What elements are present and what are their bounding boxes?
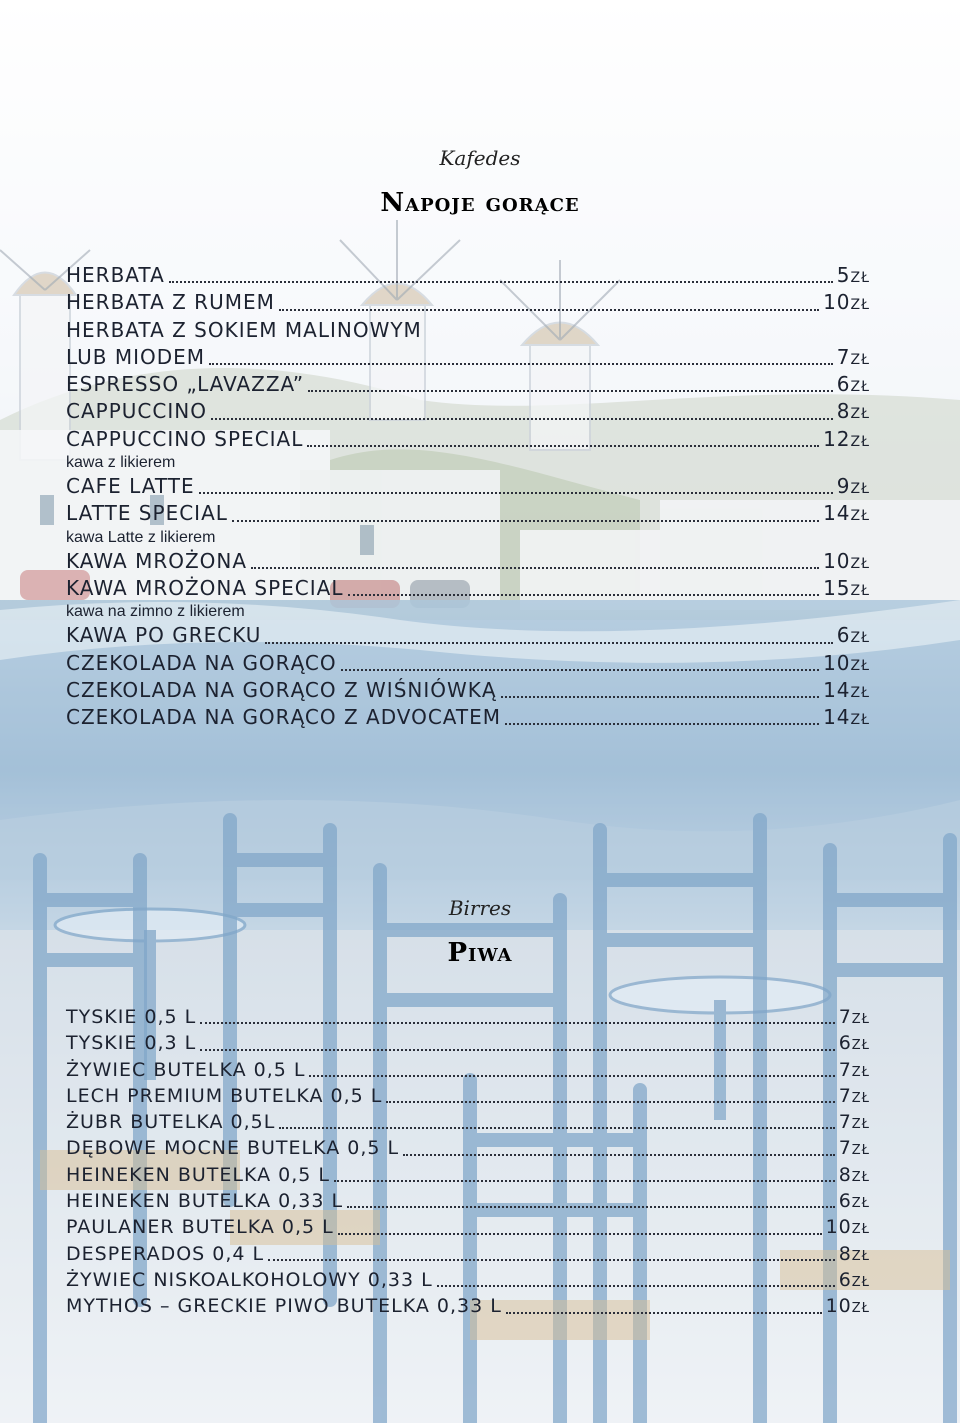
menu-item-price: 8 [838, 1163, 852, 1186]
menu-item-price: 8 [838, 1242, 852, 1265]
hot-drinks-subtitle: Kafedes [439, 146, 521, 170]
currency-unit: zł [850, 399, 870, 424]
currency-unit: zł [851, 1058, 870, 1081]
menu-item-price: 5 [836, 263, 851, 287]
menu-item-name: TYSKIE 0,5 L [66, 1006, 197, 1028]
hot-drinks-title: Napoje gorące [380, 188, 580, 218]
menu-item-name: HERBATA Z RUMEM [66, 290, 275, 315]
currency-unit: zł [850, 344, 870, 369]
currency-unit: zł [851, 1111, 870, 1134]
currency-unit: zł [851, 1163, 870, 1186]
currency-unit: zł [850, 623, 870, 648]
dot-leader [199, 492, 833, 494]
menu-item [66, 650, 870, 677]
beer-subtitle: Birres [448, 896, 512, 920]
menu-item-price: 7 [838, 1006, 852, 1028]
dot-leader [347, 1206, 835, 1208]
currency-unit: zł [850, 426, 870, 451]
menu-item [66, 1083, 870, 1109]
currency-unit: zł [851, 1216, 870, 1239]
currency-unit: zł [851, 1006, 870, 1028]
dot-leader [341, 669, 819, 671]
menu-item-name: CAFE LATTE [66, 474, 195, 499]
menu-item-name-line [66, 317, 870, 344]
currency-unit: zł [850, 372, 870, 397]
currency-unit: zł [850, 290, 870, 315]
menu-item-name: KAWA PO GRECKU [66, 623, 262, 648]
menu-item [66, 1004, 870, 1030]
menu-item-price: 7 [838, 1137, 852, 1160]
currency-unit: zł [851, 1137, 870, 1160]
dot-leader [209, 363, 833, 365]
dot-leader [437, 1285, 835, 1287]
currency-unit: zł [850, 501, 870, 526]
menu-item-note: kawa Latte z likierem [66, 528, 216, 546]
dot-leader [200, 1022, 834, 1024]
hot-drinks-list [66, 262, 870, 731]
menu-item-price: 7 [836, 344, 851, 369]
menu-item-price: 9 [836, 474, 851, 499]
dot-leader [211, 418, 833, 420]
dot-leader [232, 520, 819, 522]
menu-item-name: KAWA MROŻONA SPECIAL [66, 575, 344, 600]
dot-leader [334, 1180, 835, 1182]
menu-item-price: 7 [838, 1084, 852, 1107]
menu-item-price: 7 [838, 1111, 852, 1134]
menu-item-note: kawa na zimno z likierem [66, 603, 245, 621]
dot-leader [506, 1312, 822, 1314]
currency-unit: zł [850, 474, 870, 499]
menu-item-price: 10 [823, 548, 851, 573]
menu-item [66, 262, 870, 289]
currency-unit: zł [851, 1032, 870, 1055]
menu-item-name: HERBATA [66, 263, 165, 287]
menu-item-name: ŻYWIEC NISKOALKOHOLOWY 0,33 L [66, 1268, 433, 1291]
dot-leader [348, 594, 820, 596]
dot-leader [200, 1049, 834, 1051]
menu-item-price: 8 [836, 399, 851, 424]
menu-item-price: 14 [823, 705, 851, 730]
dot-leader [386, 1101, 834, 1103]
dot-leader [268, 1259, 835, 1261]
dot-leader [279, 309, 819, 311]
menu-item [66, 1188, 870, 1214]
menu-item-name: DĘBOWE MOCNE BUTELKA 0,5 L [66, 1137, 400, 1160]
menu-item-price: 10 [825, 1216, 852, 1239]
menu-item-name: CZEKOLADA NA GORĄCO [66, 650, 337, 675]
menu-item [66, 398, 870, 425]
currency-unit: zł [850, 548, 870, 573]
menu-item-name: HEINEKEN BUTELKA 0,5 L [66, 1163, 330, 1186]
menu-item [66, 1162, 870, 1188]
menu-item-price: 7 [838, 1058, 852, 1081]
menu-item [66, 1293, 870, 1319]
menu-item-price: 10 [825, 1295, 852, 1318]
menu-item [66, 622, 870, 649]
dot-leader [251, 567, 819, 569]
currency-unit: zł [850, 263, 870, 287]
menu-item-name: CZEKOLADA NA GORĄCO Z ADVOCATEM [66, 705, 502, 730]
menu-item-price: 6 [838, 1190, 852, 1213]
currency-unit: zł [851, 1242, 870, 1265]
menu-item [66, 371, 870, 398]
menu-item-name: KAWA MROŻONA [66, 548, 248, 573]
menu-item-name: DESPERADOS 0,4 L [66, 1242, 265, 1265]
menu-item [66, 1030, 870, 1056]
menu-item [66, 289, 870, 316]
menu-item [66, 426, 870, 453]
beer-title: Piwa [447, 938, 513, 968]
dot-leader [307, 445, 819, 447]
menu-item-name: LATTE SPECIAL [66, 501, 228, 526]
menu-item-price: 10 [823, 650, 851, 675]
dot-leader [279, 1127, 834, 1129]
menu-item-price: 6 [838, 1032, 852, 1055]
dot-leader [338, 1233, 822, 1235]
menu-item [66, 548, 870, 575]
menu-item [66, 575, 870, 602]
menu-item-name: CAPPUCCINO [66, 399, 207, 424]
dot-leader [501, 696, 820, 698]
currency-unit: zł [851, 1295, 870, 1318]
menu-item-price: 6 [838, 1268, 852, 1291]
menu-item-price: 15 [823, 575, 851, 600]
currency-unit: zł [851, 1084, 870, 1107]
menu-item [66, 1135, 870, 1161]
menu-item [66, 677, 870, 704]
menu-item-name: ESPRESSO „LAVAZZA” [66, 372, 305, 397]
menu-item-name: CZEKOLADA NA GORĄCO Z WIŚNIÓWKĄ [66, 677, 497, 702]
menu-item [66, 500, 870, 527]
dot-leader [505, 723, 819, 725]
menu-item [66, 1241, 870, 1267]
menu-item-price: 6 [836, 623, 851, 648]
dot-leader [403, 1154, 835, 1156]
currency-unit: zł [850, 650, 870, 675]
menu-item-name: LECH PREMIUM BUTELKA 0,5 L [66, 1084, 383, 1107]
beer-list [66, 1004, 870, 1320]
currency-unit: zł [851, 1190, 870, 1213]
menu-item-name: ŻYWIEC BUTELKA 0,5 L [66, 1058, 306, 1081]
menu-item-name: CAPPUCCINO SPECIAL [66, 426, 304, 451]
currency-unit: zł [850, 705, 870, 730]
menu-item [66, 344, 870, 371]
menu-item-price: 12 [823, 426, 851, 451]
menu-item [66, 473, 870, 500]
currency-unit: zł [851, 1268, 870, 1291]
menu-item-note: kawa z likierem [66, 454, 176, 472]
menu-item-name: LUB MIODEM [66, 344, 206, 369]
menu-item-name: MYTHOS – GRECKIE PIWO BUTELKA 0,33 L [66, 1295, 502, 1318]
menu-item [66, 1214, 870, 1240]
menu-item-price: 10 [823, 290, 851, 315]
menu-item-price: 14 [823, 677, 851, 702]
currency-unit: zł [850, 677, 870, 702]
dot-leader [265, 642, 832, 644]
menu-item [66, 1057, 870, 1083]
dot-leader [169, 281, 833, 283]
menu-item [66, 1109, 870, 1135]
menu-item-name: PAULANER BUTELKA 0,5 L [66, 1216, 334, 1239]
menu-item [66, 1267, 870, 1293]
dot-leader [309, 1075, 834, 1077]
menu-item-name: HEINEKEN BUTELKA 0,33 L [66, 1190, 344, 1213]
currency-unit: zł [850, 575, 870, 600]
menu-item-name: HERBATA Z SOKIEM MALINOWYM [66, 317, 422, 342]
dot-leader [308, 390, 833, 392]
menu-item-price: 6 [836, 372, 851, 397]
menu-item-price: 14 [823, 501, 851, 526]
menu-item [66, 704, 870, 731]
menu-item-name: ŻUBR BUTELKA 0,5L [66, 1111, 276, 1134]
menu-item-name: TYSKIE 0,3 L [66, 1032, 197, 1055]
